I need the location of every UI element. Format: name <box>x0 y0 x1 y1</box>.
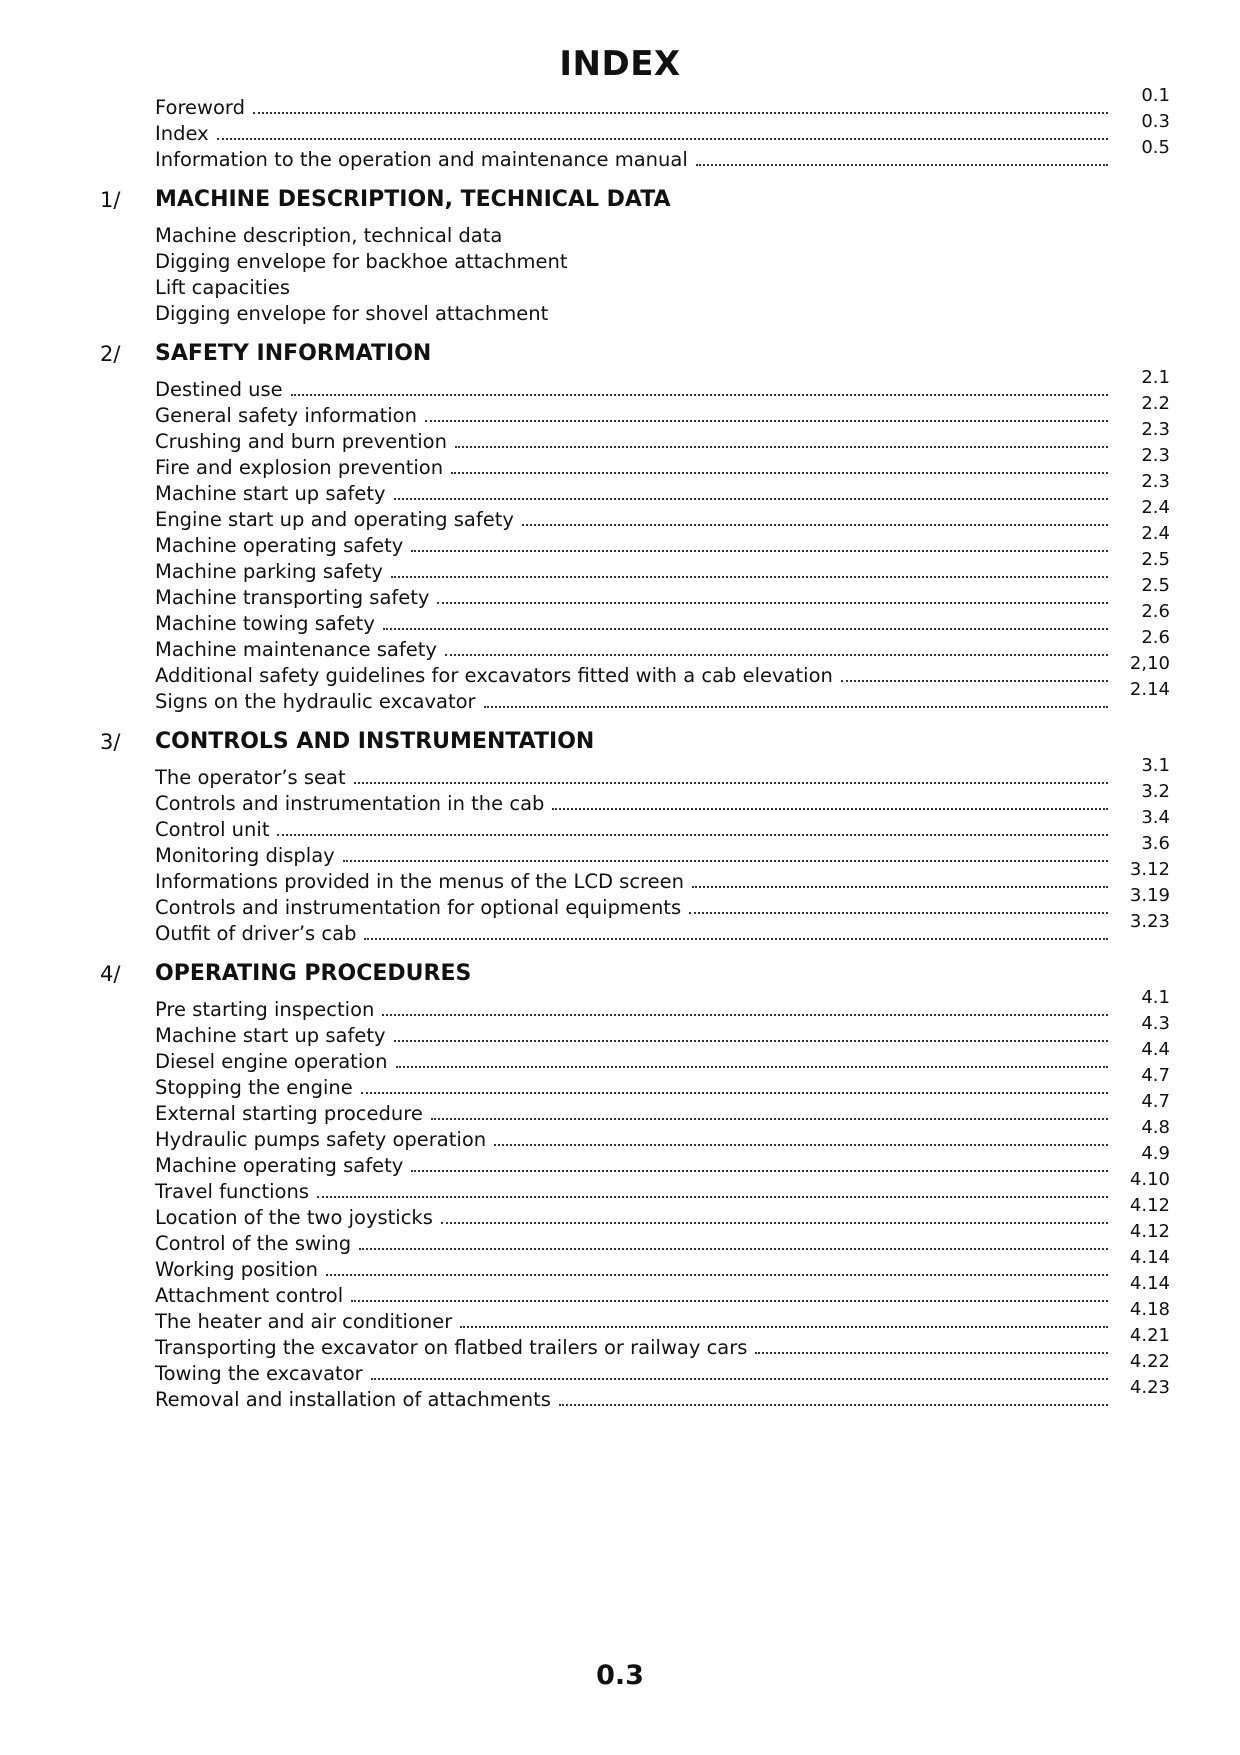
dot-leader <box>484 706 1108 708</box>
toc-entry-page: 4.10 <box>1129 1169 1170 1190</box>
toc-entry-label: Transporting the excavator on flatbed trailers or railway cars <box>155 1336 748 1359</box>
toc-entry <box>155 653 1170 688</box>
toc-entry <box>155 497 1170 532</box>
dot-leader <box>253 112 1108 114</box>
dot-leader <box>351 1300 1108 1302</box>
toc-entry <box>155 85 1170 120</box>
toc-entry-label: The heater and air conditioner <box>155 1310 453 1333</box>
dot-leader <box>437 602 1108 604</box>
toc-entry <box>155 781 1170 816</box>
toc-entry <box>155 111 1170 146</box>
toc-entry-label: Machine start up safety <box>155 482 386 505</box>
dot-leader <box>326 1274 1108 1276</box>
toc-entry-label: The operator’s seat <box>155 766 346 789</box>
section-title: OPERATING PROCEDURES <box>155 961 472 986</box>
section-title: CONTROLS AND INSTRUMENTATION <box>155 729 595 754</box>
toc-entry <box>155 1351 1170 1386</box>
toc-entry-label: Stopping the engine <box>155 1076 353 1099</box>
toc-entry-label: External starting procedure <box>155 1102 423 1125</box>
toc-entry <box>155 575 1170 610</box>
toc-entry <box>155 1039 1170 1074</box>
toc-entry <box>155 601 1170 636</box>
toc-entry <box>155 220 1170 248</box>
toc-entry-label: Towing the excavator <box>155 1362 363 1385</box>
dot-leader <box>382 1014 1108 1016</box>
toc-entry-page: 2.6 <box>1141 601 1170 622</box>
dot-leader <box>359 1248 1108 1250</box>
toc-entry-label: Controls and instrumentation for optional equipments <box>155 896 682 919</box>
toc-entry-page: 4.23 <box>1129 1377 1170 1398</box>
section-number: 1/ <box>100 188 121 212</box>
dot-leader <box>411 550 1108 552</box>
toc-entry-page: 0.3 <box>1141 111 1170 132</box>
toc-entry-page: 2.5 <box>1141 575 1170 596</box>
dot-leader <box>460 1326 1108 1328</box>
toc-entry <box>155 755 1170 790</box>
section-number: 4/ <box>100 962 121 986</box>
dot-leader <box>394 498 1108 500</box>
toc-entry <box>155 679 1170 714</box>
toc-entry-page: 2.4 <box>1141 523 1170 544</box>
section-number: 3/ <box>100 730 121 754</box>
toc-entry-label: Location of the two joysticks <box>155 1206 433 1229</box>
toc-entry-label: Engine start up and operating safety <box>155 508 514 531</box>
toc-entry-label: Monitoring display <box>155 844 335 867</box>
toc-entry <box>155 549 1170 584</box>
toc-entry <box>155 367 1170 402</box>
toc-entry <box>155 833 1170 868</box>
toc-entry <box>155 1273 1170 1308</box>
page-number: 0.3 <box>596 1660 644 1691</box>
dot-leader <box>522 524 1108 526</box>
section-heading <box>100 954 1100 986</box>
dot-leader <box>451 472 1108 474</box>
dot-leader <box>494 1144 1108 1146</box>
toc-entry-label: Outfit of driver’s cab <box>155 922 357 945</box>
toc-entry <box>155 1299 1170 1334</box>
toc-entry-label: Control unit <box>155 818 270 841</box>
toc-entry <box>155 859 1170 894</box>
toc-entry-label: Machine operating safety <box>155 534 404 557</box>
dot-leader <box>364 938 1108 940</box>
dot-leader <box>217 138 1108 140</box>
toc-entry-label: Working position <box>155 1258 318 1281</box>
toc-entry <box>155 1013 1170 1048</box>
toc-entry-page: 2,10 <box>1129 653 1170 674</box>
toc-entry <box>155 298 1170 326</box>
dot-leader <box>291 394 1108 396</box>
section-title: SAFETY INFORMATION <box>155 341 432 366</box>
toc-entry-page: 2.3 <box>1141 445 1170 466</box>
toc-entry-page: 2.1 <box>1141 367 1170 388</box>
dot-leader <box>383 628 1108 630</box>
toc-entry-label: Signs on the hydraulic excavator <box>155 690 476 713</box>
toc-entry-page: 2.14 <box>1129 679 1170 700</box>
dot-leader <box>361 1092 1108 1094</box>
dot-leader <box>689 912 1108 914</box>
dot-leader <box>354 782 1108 784</box>
toc-entry <box>155 627 1170 662</box>
toc-entry-label: Informations provided in the menus of the LCD screen <box>155 870 684 893</box>
toc-entry-page: 4.22 <box>1129 1351 1170 1372</box>
toc-entry-label: Hydraulic pumps safety operation <box>155 1128 487 1151</box>
toc-entry-label: Machine description, technical data <box>155 224 503 247</box>
toc-entry <box>155 1143 1170 1178</box>
toc-entry <box>155 246 1170 274</box>
toc-entry <box>155 987 1170 1022</box>
toc-entry-page: 2.2 <box>1141 393 1170 414</box>
toc-entry <box>155 471 1170 506</box>
toc-entry-label: Removal and installation of attachments <box>155 1388 551 1411</box>
toc-entry <box>155 272 1170 300</box>
toc-entry-label: Digging envelope for backhoe attachment <box>155 250 568 273</box>
page-title: INDEX <box>559 44 681 84</box>
toc-entry-page: 4.14 <box>1129 1273 1170 1294</box>
toc-entry-label: Machine towing safety <box>155 612 375 635</box>
toc-entry-page: 4.7 <box>1141 1065 1170 1086</box>
toc-entry-page: 3.6 <box>1141 833 1170 854</box>
dot-leader <box>343 860 1108 862</box>
toc-entry <box>155 1091 1170 1126</box>
toc-entry-label: Machine start up safety <box>155 1024 386 1047</box>
toc-entry-label: Machine maintenance safety <box>155 638 437 661</box>
toc-entry-page: 4.12 <box>1129 1221 1170 1242</box>
dot-leader <box>552 808 1108 810</box>
toc-entry-label: Machine operating safety <box>155 1154 404 1177</box>
toc-entry-page: 3.1 <box>1141 755 1170 776</box>
toc-entry-page: 3.4 <box>1141 807 1170 828</box>
toc-entry-label: Fire and explosion prevention <box>155 456 444 479</box>
toc-entry <box>155 393 1170 428</box>
toc-entry-page: 4.14 <box>1129 1247 1170 1268</box>
toc-entry-page: 4.8 <box>1141 1117 1170 1138</box>
section-heading <box>100 722 1100 754</box>
toc-entry-page: 4.21 <box>1129 1325 1170 1346</box>
dot-leader <box>277 834 1108 836</box>
dot-leader <box>431 1118 1108 1120</box>
toc-entry <box>155 1247 1170 1282</box>
dot-leader <box>841 680 1108 682</box>
section-heading <box>100 180 1100 212</box>
dot-leader <box>445 654 1108 656</box>
toc-entry-page: 4.12 <box>1129 1195 1170 1216</box>
dot-leader <box>425 420 1108 422</box>
toc-entry-page: 3.2 <box>1141 781 1170 802</box>
toc-entry-label: Attachment control <box>155 1284 344 1307</box>
toc-entry-page: 2.6 <box>1141 627 1170 648</box>
toc-entry-page: 4.7 <box>1141 1091 1170 1112</box>
dot-leader <box>692 886 1108 888</box>
toc-entry <box>155 1221 1170 1256</box>
toc-entry <box>155 523 1170 558</box>
toc-entry <box>155 1065 1170 1100</box>
toc-entry-page: 2.3 <box>1141 419 1170 440</box>
dot-leader <box>441 1222 1108 1224</box>
toc-entry-label: Additional safety guidelines for excavators fitted with a cab elevation <box>155 664 833 687</box>
toc-entry-label: Information to the operation and maintenance manual <box>155 148 688 171</box>
toc-entry <box>155 911 1170 946</box>
toc-entry-page: 3.12 <box>1129 859 1170 880</box>
dot-leader <box>396 1066 1108 1068</box>
dot-leader <box>696 164 1108 166</box>
toc-entry-page: 4.18 <box>1129 1299 1170 1320</box>
dot-leader <box>394 1040 1108 1042</box>
toc-entry <box>155 885 1170 920</box>
toc-entry-label: Digging envelope for shovel attachment <box>155 302 549 325</box>
toc-entry-label: Travel functions <box>155 1180 309 1203</box>
dot-leader <box>455 446 1108 448</box>
toc-entry-page: 3.19 <box>1129 885 1170 906</box>
toc-entry <box>155 1195 1170 1230</box>
toc-entry <box>155 1169 1170 1204</box>
toc-entry-label: Destined use <box>155 378 283 401</box>
toc-entry-page: 4.4 <box>1141 1039 1170 1060</box>
toc-entry <box>155 445 1170 480</box>
toc-entry-page: 2.5 <box>1141 549 1170 570</box>
dot-leader <box>317 1196 1108 1198</box>
toc-entry <box>155 807 1170 842</box>
toc-entry <box>155 1377 1170 1412</box>
toc-entry-label: Diesel engine operation <box>155 1050 388 1073</box>
toc-entry-label: Pre starting inspection <box>155 998 375 1021</box>
section-heading <box>100 334 1100 366</box>
dot-leader <box>559 1404 1108 1406</box>
toc-entry <box>155 137 1170 172</box>
toc-entry-page: 2.3 <box>1141 471 1170 492</box>
toc-entry-label: Crushing and burn prevention <box>155 430 447 453</box>
toc-entry <box>155 1117 1170 1152</box>
toc-entry <box>155 1325 1170 1360</box>
toc-entry-label: General safety information <box>155 404 417 427</box>
section-number: 2/ <box>100 342 121 366</box>
toc-entry-page: 2.4 <box>1141 497 1170 518</box>
toc-entry-label: Machine transporting safety <box>155 586 430 609</box>
toc-entry <box>155 419 1170 454</box>
toc-entry-label: Index <box>155 122 209 145</box>
section-title: MACHINE DESCRIPTION, TECHNICAL DATA <box>155 187 671 212</box>
toc-entry-label: Machine parking safety <box>155 560 383 583</box>
toc-entry-page: 0.1 <box>1141 85 1170 106</box>
toc-entry-label: Control of the swing <box>155 1232 352 1255</box>
toc-entry-label: Foreword <box>155 96 245 119</box>
toc-entry-page: 4.3 <box>1141 1013 1170 1034</box>
dot-leader <box>391 576 1108 578</box>
toc-entry-page: 0.5 <box>1141 137 1170 158</box>
toc-entry-page: 3.23 <box>1129 911 1170 932</box>
dot-leader <box>411 1170 1108 1172</box>
dot-leader <box>755 1352 1108 1354</box>
toc-entry-page: 4.9 <box>1141 1143 1170 1164</box>
toc-entry-label: Lift capacities <box>155 276 291 299</box>
toc-entry-label: Controls and instrumentation in the cab <box>155 792 545 815</box>
dot-leader <box>371 1378 1108 1380</box>
toc-entry-page: 4.1 <box>1141 987 1170 1008</box>
